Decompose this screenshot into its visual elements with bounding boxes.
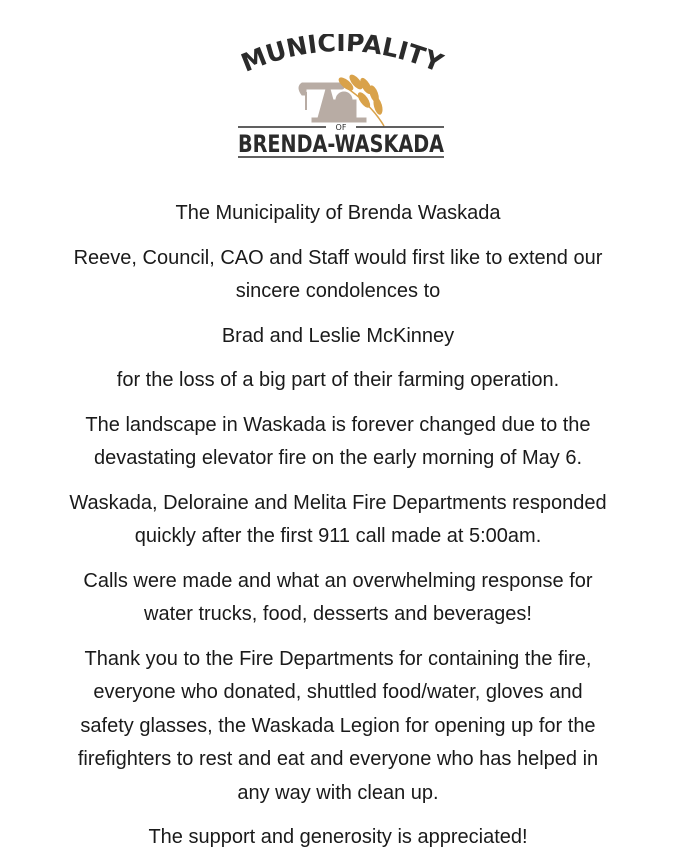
paragraph [0,364,676,398]
text-line: Brad and Leslie McKinney [221,324,455,347]
letter-body [0,197,676,866]
paragraph [0,320,676,354]
text-line: Calls were made and what an overwhelming response for [83,569,593,592]
text-line: everyone who donated, shuttled food/water, gloves and [93,681,583,703]
paragraph [0,643,676,811]
text-line: The Municipality of Brenda Waskada [175,202,501,224]
pumpjack-icon [299,83,366,122]
text-line: Waskada, Deloraine and Melita Fire Departments responded [69,491,607,514]
text-line: The support and generosity is appreciated! [148,826,528,848]
logo-of-text: OF [335,123,347,132]
paragraph [0,197,676,231]
paragraph [0,409,676,476]
text-line: sincere condolences to [235,280,441,302]
text-line: Reeve, Council, CAO and Staff would first like to extend our [73,246,603,269]
logo-top-text: MUNICIPALITY [237,34,447,78]
text-line: firefighters to rest and eat and everyone who has helped in [77,748,599,770]
municipality-logo [226,34,456,160]
paragraph [0,821,676,855]
logo-bottom-text: BRENDA-WASKADA [238,130,445,158]
text-line: for the loss of a big part of their farming operation. [116,369,560,391]
paragraph [0,487,676,554]
text-line: water trucks, food, desserts and beverages! [144,603,532,625]
text-line: safety glasses, the Waskada Legion for opening up for the [80,714,596,737]
logo-graphic [226,34,456,160]
text-line: Thank you to the Fire Departments for containing the fire, [84,647,592,670]
text-line: devastating elevator fire on the early morning of May 6. [93,447,583,469]
paragraph [0,565,676,632]
paragraph [0,242,676,309]
text-line: The landscape in Waskada is forever changed due to the [85,413,591,436]
text-line: any way with clean up. [237,781,439,804]
text-line: quickly after the first 911 call made at 5:00am. [134,525,542,547]
